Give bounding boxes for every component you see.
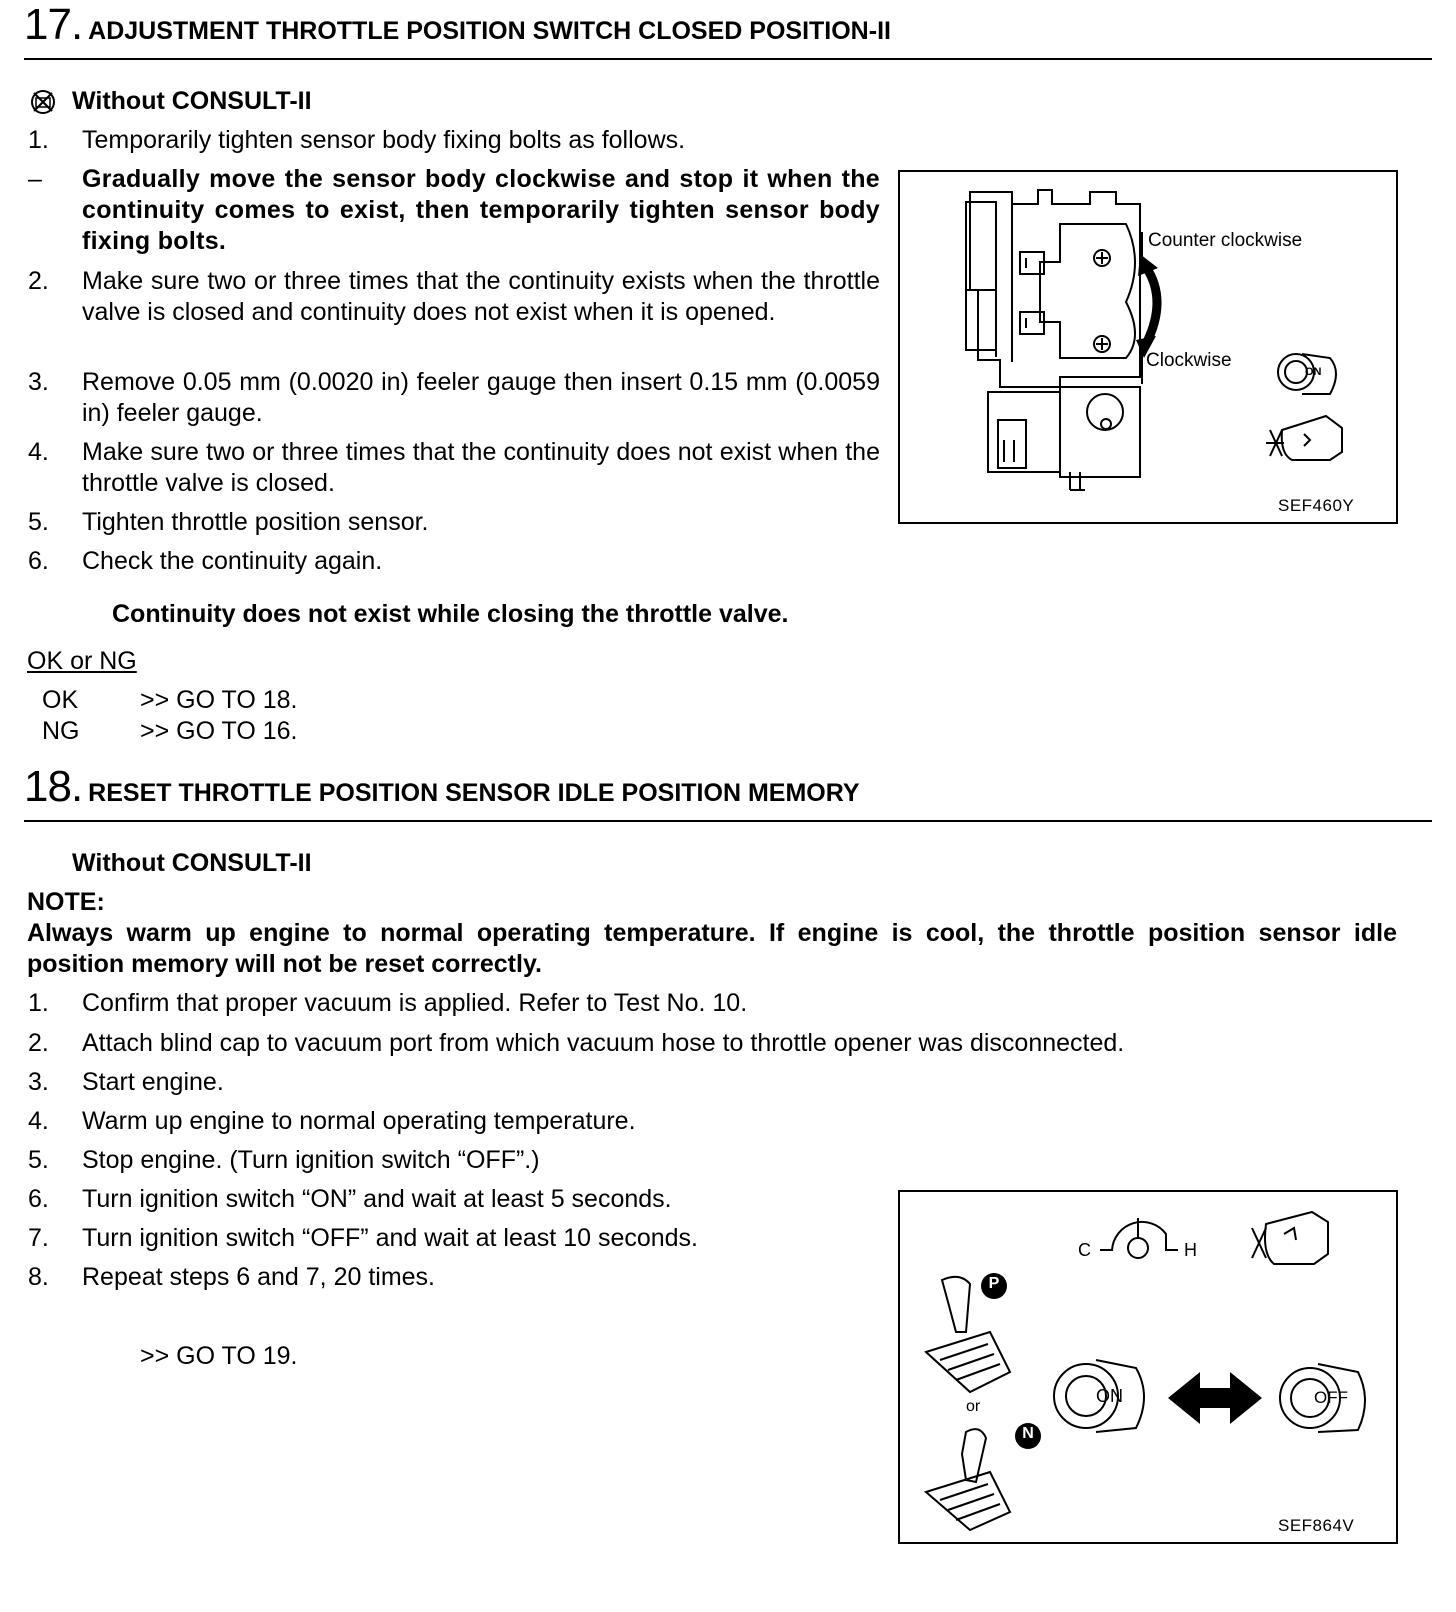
ok-or-ng-label: OK or NG <box>27 647 137 675</box>
step-number: 7. <box>28 1224 49 1252</box>
key-off-text: OFF <box>1314 1388 1348 1407</box>
step-text: Stop engine. (Turn ignition switch “OFF”.) <box>82 1146 540 1174</box>
section-18-header <box>24 762 860 812</box>
engine-icon <box>1252 1212 1328 1264</box>
step-text: Attach blind cap to vacuum port from which vacuum hose to throttle opener was disconnected. <box>82 1029 1125 1057</box>
spec-statement: Continuity does not exist while closing the throttle valve. <box>112 600 789 628</box>
temperature-gauge-icon <box>1100 1218 1178 1258</box>
result-action: >> GO TO 16. <box>140 717 298 745</box>
step-number: 1. <box>28 989 49 1017</box>
substep-dash: – <box>28 165 42 193</box>
step-text: Make sure two or three times that the continuity exists when the throttle valve is closed and continuity does not exist when it is opened. <box>82 267 880 326</box>
step-text: Turn ignition switch “OFF” and wait at least 10 seconds. <box>82 1224 699 1252</box>
figure-code: SEF864V <box>1278 1516 1355 1535</box>
double-arrow-icon <box>1168 1372 1262 1424</box>
goto-19: >> GO TO 19. <box>140 1342 298 1370</box>
step-number: 8. <box>28 1263 49 1291</box>
step-number: 6. <box>28 547 49 575</box>
section-18-title: RESET THROTTLE POSITION SENSOR IDLE POSITION MEMORY <box>88 779 860 807</box>
section-17-title: ADJUSTMENT THROTTLE POSITION SWITCH CLOSED POSITION-II <box>88 17 891 45</box>
step-number: 1. <box>28 126 49 154</box>
step-number: 4. <box>28 1107 49 1135</box>
section-17-subhead: Without CONSULT-II <box>72 87 312 115</box>
step-text: Tighten throttle position sensor. <box>82 508 429 536</box>
section-17-number: 17. <box>24 0 83 49</box>
ignition-cycle-drawing <box>900 1192 1396 1542</box>
key-on-label: ON <box>1305 366 1322 378</box>
step-text: Turn ignition switch “ON” and wait at least 5 seconds. <box>82 1185 672 1213</box>
step-text: Confirm that proper vacuum is applied. Refer to Test No. 10. <box>82 989 748 1017</box>
section-18-subhead: Without CONSULT-II <box>72 849 312 877</box>
step-text: Warm up engine to normal operating temperature. <box>82 1107 636 1135</box>
note-text: Always warm up engine to normal operating temperature. If engine is cool, the throttle position sensor idle position memory will not be reset correctly. <box>27 919 1397 978</box>
figure-code: SEF460Y <box>1278 496 1355 515</box>
step-number: 2. <box>28 267 49 295</box>
step-number: 3. <box>28 1068 49 1096</box>
step-text: Check the continuity again. <box>82 547 383 575</box>
figure-sef864v <box>898 1190 1398 1544</box>
or-label: or <box>966 1398 981 1415</box>
section-17-rule <box>24 58 1432 60</box>
throttle-sensor-drawing <box>900 172 1396 522</box>
section-18-number: 18. <box>24 762 83 811</box>
step-text: Remove 0.05 mm (0.0020 in) feeler gauge then insert 0.15 mm (0.0059 in) feeler gauge. <box>82 368 880 427</box>
step-text: Temporarily tighten sensor body fixing bolts as follows. <box>82 126 686 154</box>
n-badge-label: N <box>1022 1425 1034 1442</box>
step-number: 3. <box>28 368 49 396</box>
p-badge-label: P <box>988 1275 1000 1292</box>
clockwise-label: Clockwise <box>1146 350 1232 371</box>
gauge-c-label: C <box>1078 1240 1091 1260</box>
step-number: 4. <box>28 438 49 466</box>
section-18-rule <box>24 820 1432 822</box>
result-code: OK <box>42 686 79 714</box>
step-number: 6. <box>28 1185 49 1213</box>
gauge-h-label: H <box>1184 1240 1197 1260</box>
key-on-text: ON <box>1096 1386 1123 1406</box>
result-code: NG <box>42 717 80 745</box>
step-number: 2. <box>28 1029 49 1057</box>
consult-not-used-icon <box>30 89 56 115</box>
note-label: NOTE: <box>27 888 105 916</box>
step-number: 5. <box>28 1146 49 1174</box>
step-text: Start engine. <box>82 1068 224 1096</box>
figure-sef460y <box>898 170 1398 524</box>
section-17-header <box>24 0 891 50</box>
step-text: Repeat steps 6 and 7, 20 times. <box>82 1263 435 1291</box>
step-number: 5. <box>28 508 49 536</box>
step-text: Make sure two or three times that the continuity does not exist when the throttle valve is closed. <box>82 438 880 497</box>
counter-clockwise-label: Counter clockwise <box>1148 230 1303 251</box>
result-action: >> GO TO 18. <box>140 686 298 714</box>
shift-lever-n-icon <box>926 1429 1010 1530</box>
substep-text: Gradually move the sensor body clockwise and stop it when the continuity comes to exist, then temporarily tighten sensor body fixing bolts. <box>82 165 880 255</box>
